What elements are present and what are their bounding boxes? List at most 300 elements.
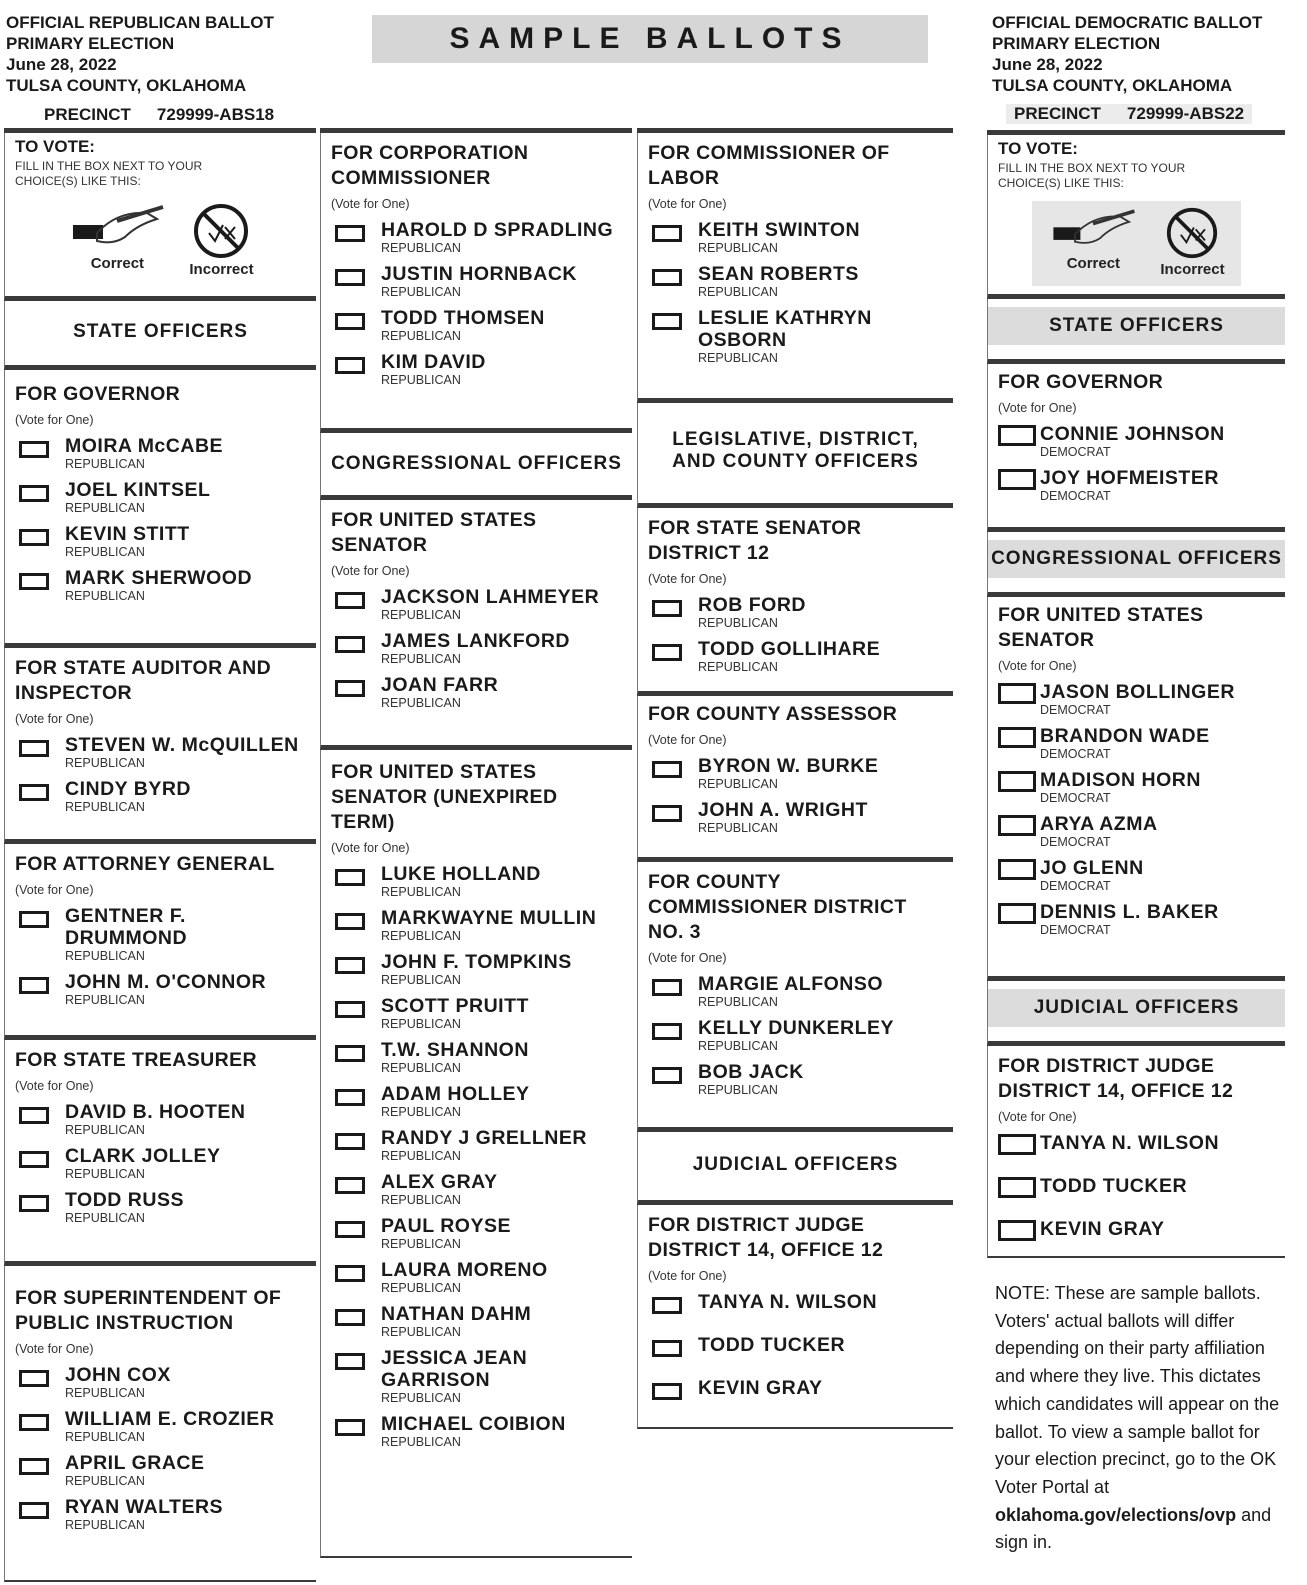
- rep-header-line4: TULSA COUNTY, OKLAHOMA: [6, 76, 247, 95]
- vote-checkbox[interactable]: [335, 269, 365, 286]
- race-title: FOR GOVERNOR: [998, 371, 1164, 393]
- dem-correct-label: Correct: [1066, 255, 1121, 272]
- candidate-party: DEMOCRAT: [1040, 791, 1111, 805]
- vote-checkbox[interactable]: [998, 815, 1036, 836]
- candidate-row[interactable]: [648, 755, 943, 791]
- candidate-name: T.W. SHANNON: [381, 1039, 529, 1061]
- candidate-info: [381, 674, 498, 710]
- race-title: FOR DISTRICT JUDGE DISTRICT 14, OFFICE 12: [648, 1214, 884, 1261]
- candidate-name: BRANDON WADE: [1040, 725, 1210, 747]
- candidate-party: DEMOCRAT: [1040, 879, 1111, 893]
- candidate-info: [65, 1364, 171, 1400]
- candidate-party: DEMOCRAT: [1040, 489, 1111, 503]
- candidate-party: DEMOCRAT: [1040, 835, 1111, 849]
- candidate-party: REPUBLICAN: [381, 929, 461, 943]
- candidate-row[interactable]: [998, 1175, 1275, 1198]
- candidate-row[interactable]: [331, 995, 622, 1031]
- candidate-info: [381, 1171, 497, 1207]
- vote-checkbox[interactable]: [652, 1297, 682, 1314]
- vote-checkbox[interactable]: [335, 1309, 365, 1326]
- vote-checkbox[interactable]: [335, 1265, 365, 1282]
- candidate-name: JUSTIN HORNBACK: [381, 263, 578, 285]
- dem-governor-race: [987, 364, 1285, 532]
- candidate-party: REPUBLICAN: [381, 241, 461, 255]
- candidate-party: REPUBLICAN: [381, 1325, 461, 1339]
- vote-checkbox[interactable]: [652, 1340, 682, 1357]
- dem-precinct: [1006, 104, 1252, 124]
- candidate-info: [698, 1061, 804, 1097]
- candidate-info: [381, 263, 577, 299]
- candidate-party: REPUBLICAN: [65, 1474, 145, 1488]
- dem-header-line4: TULSA COUNTY, OKLAHOMA: [992, 76, 1233, 95]
- vote-checkbox[interactable]: [335, 357, 365, 374]
- candidate-row[interactable]: [331, 307, 622, 343]
- race-title: FOR COMMISSIONER OF LABOR: [648, 142, 890, 189]
- vote-checkbox[interactable]: [19, 1502, 49, 1519]
- candidate-row[interactable]: [15, 1364, 306, 1400]
- vote-checkbox[interactable]: [652, 225, 682, 242]
- dem-examples: [1032, 201, 1241, 286]
- vote-checkbox[interactable]: [998, 771, 1036, 792]
- rep-governor-race: [4, 370, 316, 648]
- vote-checkbox[interactable]: [652, 1067, 682, 1084]
- race-title: FOR STATE SENATOR DISTRICT 12: [648, 517, 862, 564]
- candidate-info: [65, 435, 223, 471]
- vote-checkbox[interactable]: [335, 592, 365, 609]
- candidate-info: [381, 1347, 622, 1405]
- vote-checkbox[interactable]: [335, 1221, 365, 1238]
- race-title: FOR SUPERINTENDENT OF PUBLIC INSTRUCTION: [15, 1287, 282, 1334]
- race-title: FOR STATE AUDITOR AND INSPECTOR: [15, 657, 272, 704]
- candidate-info: [65, 567, 252, 603]
- candidate-name: JOY HOFMEISTER: [1040, 467, 1219, 489]
- vote-checkbox[interactable]: [998, 1177, 1036, 1198]
- candidate-name: TODD THOMSEN: [381, 307, 545, 329]
- candidate-party: DEMOCRAT: [1040, 747, 1111, 761]
- candidate-row[interactable]: [998, 681, 1275, 717]
- candidate-info: [1040, 1218, 1165, 1240]
- vote-for-one: (Vote for One): [648, 1269, 727, 1283]
- candidate-name: MICHAEL COIBION: [381, 1413, 566, 1435]
- candidate-row[interactable]: [648, 219, 943, 255]
- candidate-name: KEVIN GRAY: [1040, 1218, 1165, 1240]
- democratic-ballot-header: [992, 12, 1262, 96]
- candidate-row[interactable]: [331, 1039, 622, 1075]
- candidate-row[interactable]: [648, 594, 943, 630]
- rep-incorrect-label: Incorrect: [189, 261, 254, 278]
- candidate-row[interactable]: [648, 973, 943, 1009]
- dem-header-line1: OFFICIAL DEMOCRATIC BALLOT: [992, 13, 1263, 32]
- correct-fill-icon: [67, 203, 167, 253]
- rep-header-line2: PRIMARY ELECTION: [6, 34, 175, 53]
- vote-for-one: (Vote for One): [331, 841, 410, 855]
- candidate-row[interactable]: [331, 1215, 622, 1251]
- vote-checkbox[interactable]: [652, 269, 682, 286]
- candidate-info: [65, 1408, 274, 1444]
- dem-precinct-value: 729999-ABS22: [1126, 104, 1245, 123]
- candidate-info: [381, 1127, 587, 1163]
- candidate-name: KIM DAVID: [381, 351, 486, 373]
- rep-judicial-heading: [637, 1132, 953, 1205]
- candidate-name: JOHN M. O'CONNOR: [65, 971, 267, 993]
- vote-checkbox[interactable]: [19, 740, 49, 757]
- candidate-row[interactable]: [648, 1334, 943, 1357]
- candidate-row[interactable]: [15, 734, 306, 770]
- candidate-row[interactable]: [648, 1291, 943, 1314]
- candidate-name: TANYA N. WILSON: [698, 1291, 878, 1313]
- vote-checkbox[interactable]: [335, 1001, 365, 1018]
- candidate-name: TODD RUSS: [65, 1189, 184, 1211]
- rep-precinct-label: PRECINCT: [44, 105, 131, 124]
- candidate-party: REPUBLICAN: [698, 351, 778, 365]
- candidate-row[interactable]: [15, 1145, 306, 1181]
- vote-for-one: (Vote for One): [648, 733, 727, 747]
- candidate-info: [1040, 681, 1235, 717]
- vote-checkbox[interactable]: [19, 977, 49, 994]
- candidate-info: [1040, 467, 1219, 503]
- candidate-row[interactable]: [15, 567, 306, 603]
- vote-checkbox[interactable]: [998, 1134, 1036, 1155]
- candidate-info: [1040, 423, 1225, 459]
- republican-ballot-header: [6, 12, 274, 96]
- candidate-row[interactable]: [998, 901, 1275, 937]
- candidate-name: JOHN F. TOMPKINS: [381, 951, 572, 973]
- candidate-row[interactable]: [648, 307, 943, 365]
- race-title: FOR ATTORNEY GENERAL: [15, 853, 275, 875]
- race-title: FOR UNITED STATES SENATOR (UNEXPIRED TERM): [331, 761, 558, 833]
- vote-checkbox[interactable]: [19, 529, 49, 546]
- candidate-info: [381, 586, 599, 622]
- vote-checkbox[interactable]: [652, 644, 682, 661]
- vote-checkbox[interactable]: [19, 441, 49, 458]
- vote-checkbox[interactable]: [335, 225, 365, 242]
- dem-instructions-title: TO VOTE:: [998, 139, 1078, 158]
- candidate-info: [381, 951, 572, 987]
- vote-checkbox[interactable]: [335, 957, 365, 974]
- candidate-row[interactable]: [648, 799, 943, 835]
- vote-checkbox[interactable]: [19, 784, 49, 801]
- candidate-row[interactable]: [15, 1101, 306, 1137]
- candidate-name: LESLIE KATHRYN OSBORN: [698, 307, 872, 351]
- candidate-row[interactable]: [331, 351, 622, 387]
- vote-checkbox[interactable]: [19, 1458, 49, 1475]
- vote-checkbox[interactable]: [652, 1023, 682, 1040]
- candidate-party: REPUBLICAN: [65, 993, 145, 1007]
- candidate-party: REPUBLICAN: [381, 1105, 461, 1119]
- rep-labor-race: [637, 133, 953, 403]
- vote-checkbox[interactable]: [19, 573, 49, 590]
- vote-checkbox[interactable]: [335, 1133, 365, 1150]
- candidate-party: REPUBLICAN: [698, 241, 778, 255]
- vote-checkbox[interactable]: [19, 1414, 49, 1431]
- candidate-party: REPUBLICAN: [65, 1211, 145, 1225]
- candidate-name: CINDY BYRD: [65, 778, 191, 800]
- vote-checkbox[interactable]: [998, 1220, 1036, 1241]
- candidate-info: [698, 1377, 823, 1399]
- vote-for-one: (Vote for One): [998, 401, 1077, 415]
- vote-checkbox[interactable]: [19, 1370, 49, 1387]
- candidate-row[interactable]: [15, 778, 306, 814]
- sample-ballot-note: [995, 1280, 1295, 1557]
- vote-checkbox[interactable]: [335, 1177, 365, 1194]
- candidate-party: REPUBLICAN: [65, 1430, 145, 1444]
- dem-header-line3: June 28, 2022: [992, 55, 1103, 74]
- candidate-name: ROB FORD: [698, 594, 806, 616]
- candidate-name: BOB JACK: [698, 1061, 804, 1083]
- candidate-name: HAROLD D SPRADLING: [381, 219, 614, 241]
- vote-checkbox[interactable]: [652, 805, 682, 822]
- candidate-name: GENTNER F. DRUMMOND: [65, 905, 188, 949]
- vote-checkbox[interactable]: [19, 911, 49, 928]
- race-title: FOR COUNTY COMMISSIONER DISTRICT NO. 3: [648, 871, 907, 943]
- candidate-row[interactable]: [331, 219, 622, 255]
- vote-checkbox[interactable]: [998, 425, 1036, 446]
- dem-instructions-text: FILL IN THE BOX NEXT TO YOUR CHOICE(S) LIKE THIS:: [998, 161, 1186, 190]
- candidate-row[interactable]: [15, 523, 306, 559]
- candidate-name: LAURA MORENO: [381, 1259, 548, 1281]
- candidate-party: REPUBLICAN: [65, 589, 145, 603]
- rep-header-line1: OFFICIAL REPUBLICAN BALLOT: [6, 13, 274, 32]
- vote-for-one: (Vote for One): [15, 413, 94, 427]
- candidate-name: JOHN A. WRIGHT: [698, 799, 868, 821]
- candidate-info: [381, 351, 486, 387]
- candidate-row[interactable]: [648, 1377, 943, 1400]
- vote-checkbox[interactable]: [335, 1419, 365, 1436]
- candidate-name: NATHAN DAHM: [381, 1303, 532, 1325]
- vote-checkbox[interactable]: [335, 1045, 365, 1062]
- candidate-row[interactable]: [15, 435, 306, 471]
- candidate-row[interactable]: [998, 725, 1275, 761]
- candidate-row[interactable]: [998, 423, 1275, 459]
- candidate-row[interactable]: [998, 1218, 1275, 1241]
- candidate-row[interactable]: [331, 907, 622, 943]
- candidate-row[interactable]: [15, 1496, 306, 1532]
- candidate-row[interactable]: [15, 971, 306, 1007]
- candidate-row[interactable]: [648, 1017, 943, 1053]
- candidate-info: [65, 734, 299, 770]
- candidate-row[interactable]: [15, 1408, 306, 1444]
- candidate-party: REPUBLICAN: [65, 545, 145, 559]
- dem-header-line2: PRIMARY ELECTION: [992, 34, 1161, 53]
- dem-judicial-heading: [987, 981, 1285, 1046]
- candidate-row[interactable]: [331, 1127, 622, 1163]
- vote-checkbox[interactable]: [335, 313, 365, 330]
- vote-checkbox[interactable]: [652, 979, 682, 996]
- candidate-row[interactable]: [998, 467, 1275, 503]
- candidate-name: APRIL GRACE: [65, 1452, 205, 1474]
- vote-checkbox[interactable]: [652, 761, 682, 778]
- race-title: FOR UNITED STATES SENATOR: [331, 509, 537, 556]
- candidate-row[interactable]: [15, 905, 306, 963]
- candidate-party: REPUBLICAN: [65, 1167, 145, 1181]
- candidate-info: [698, 799, 868, 835]
- candidate-name: LUKE HOLLAND: [381, 863, 541, 885]
- rep-instructions: [4, 133, 316, 301]
- candidate-info: [381, 1303, 531, 1339]
- candidate-row[interactable]: [331, 1347, 622, 1405]
- candidate-row[interactable]: [331, 951, 622, 987]
- candidate-party: REPUBLICAN: [65, 1518, 145, 1532]
- candidate-name: JOHN COX: [65, 1364, 171, 1386]
- vote-checkbox[interactable]: [652, 313, 682, 330]
- candidate-name: JOAN FARR: [381, 674, 499, 696]
- rep-precinct: [44, 105, 274, 125]
- candidate-row[interactable]: [331, 1413, 622, 1449]
- rep-correct-example: [67, 203, 167, 278]
- vote-checkbox[interactable]: [335, 1089, 365, 1106]
- candidate-row[interactable]: [998, 1132, 1275, 1155]
- candidate-name: DAVID B. HOOTEN: [65, 1101, 246, 1123]
- dem-congressional-title: CONGRESSIONAL OFFICERS: [988, 540, 1285, 578]
- rep-column-3: [637, 128, 953, 1429]
- candidate-name: MADISON HORN: [1040, 769, 1201, 791]
- correct-fill-icon: [1048, 207, 1138, 253]
- rep-assessor-race: [637, 696, 953, 862]
- candidate-party: REPUBLICAN: [65, 949, 145, 963]
- candidate-party: REPUBLICAN: [381, 1193, 461, 1207]
- voter-portal-link[interactable]: oklahoma.gov/elections/ovp: [995, 1504, 1237, 1525]
- vote-checkbox[interactable]: [19, 1151, 49, 1168]
- candidate-party: REPUBLICAN: [698, 995, 778, 1009]
- candidate-info: [65, 479, 210, 515]
- candidate-name: KELLY DUNKERLEY: [698, 1017, 895, 1039]
- rep-incorrect-example: [189, 203, 253, 278]
- vote-checkbox[interactable]: [998, 859, 1036, 880]
- vote-for-one: (Vote for One): [648, 951, 727, 965]
- candidate-info: [1040, 813, 1158, 849]
- vote-checkbox[interactable]: [335, 1353, 365, 1370]
- candidate-info: [1040, 857, 1144, 893]
- race-title: FOR DISTRICT JUDGE DISTRICT 14, OFFICE 12: [998, 1055, 1234, 1102]
- race-title: FOR UNITED STATES SENATOR: [998, 604, 1204, 651]
- vote-checkbox[interactable]: [652, 600, 682, 617]
- rep-column-2: [320, 128, 632, 1558]
- candidate-name: JOEL KINTSEL: [65, 479, 211, 501]
- dem-congressional-heading: [987, 532, 1285, 597]
- candidate-name: ALEX GRAY: [381, 1171, 498, 1193]
- candidate-row[interactable]: [331, 1259, 622, 1295]
- dem-incorrect-example: [1160, 207, 1224, 278]
- candidate-info: [1040, 769, 1201, 805]
- vote-checkbox[interactable]: [19, 1107, 49, 1124]
- candidate-info: [698, 1291, 877, 1313]
- candidate-party: REPUBLICAN: [381, 1017, 461, 1031]
- vote-checkbox[interactable]: [19, 1195, 49, 1212]
- candidate-name: MARK SHERWOOD: [65, 567, 253, 589]
- candidate-name: JASON BOLLINGER: [1040, 681, 1235, 703]
- candidate-row[interactable]: [331, 586, 622, 622]
- candidate-info: [698, 263, 859, 299]
- candidate-row[interactable]: [331, 863, 622, 899]
- rep-state-officers-heading: [4, 301, 316, 370]
- rep-legislative-heading: [637, 403, 953, 508]
- candidate-party: REPUBLICAN: [381, 1149, 461, 1163]
- sample-ballots-banner: SAMPLE BALLOTS: [372, 15, 928, 63]
- candidate-party: REPUBLICAN: [381, 885, 461, 899]
- vote-checkbox[interactable]: [335, 913, 365, 930]
- rep-judicial-title: JUDICIAL OFFICERS: [692, 1154, 899, 1175]
- candidate-party: REPUBLICAN: [381, 373, 461, 387]
- candidate-party: REPUBLICAN: [381, 973, 461, 987]
- candidate-row[interactable]: [15, 479, 306, 515]
- vote-for-one: (Vote for One): [998, 659, 1077, 673]
- candidate-row[interactable]: [331, 1171, 622, 1207]
- legislative-officers-title: LEGISLATIVE, DISTRICT, AND COUNTY OFFICERS: [672, 429, 919, 472]
- vote-checkbox[interactable]: [335, 636, 365, 653]
- candidate-row[interactable]: [331, 1083, 622, 1119]
- candidate-row[interactable]: [648, 1061, 943, 1097]
- candidate-row[interactable]: [15, 1452, 306, 1488]
- candidate-info: [65, 1496, 223, 1532]
- rep-instructions-text: FILL IN THE BOX NEXT TO YOUR CHOICE(S) LIKE THIS:: [15, 159, 203, 188]
- vote-checkbox[interactable]: [998, 683, 1036, 704]
- candidate-info: [1040, 901, 1219, 937]
- candidate-name: SEAN ROBERTS: [698, 263, 859, 285]
- candidate-row[interactable]: [648, 638, 943, 674]
- candidate-party: REPUBLICAN: [381, 1061, 461, 1075]
- race-title: FOR CORPORATION COMMISSIONER: [331, 142, 529, 189]
- vote-for-one: (Vote for One): [15, 1079, 94, 1093]
- candidate-name: KEVIN GRAY: [698, 1377, 823, 1399]
- candidate-name: CLARK JOLLEY: [65, 1145, 221, 1167]
- candidate-party: REPUBLICAN: [381, 1435, 461, 1449]
- candidate-row[interactable]: [15, 1189, 306, 1225]
- rep-correct-label: Correct: [90, 255, 145, 272]
- candidate-party: DEMOCRAT: [1040, 703, 1111, 717]
- candidate-row[interactable]: [331, 263, 622, 299]
- candidate-name: MOIRA McCABE: [65, 435, 224, 457]
- candidate-row[interactable]: [648, 263, 943, 299]
- race-title: FOR COUNTY ASSESSOR: [648, 703, 898, 725]
- candidate-name: KEVIN STITT: [65, 523, 190, 545]
- vote-checkbox[interactable]: [998, 903, 1036, 924]
- candidate-info: [698, 973, 883, 1009]
- candidate-info: [381, 863, 541, 899]
- vote-checkbox[interactable]: [998, 727, 1036, 748]
- candidate-name: KEITH SWINTON: [698, 219, 861, 241]
- candidate-party: REPUBLICAN: [65, 800, 145, 814]
- vote-checkbox[interactable]: [335, 680, 365, 697]
- vote-checkbox[interactable]: [19, 485, 49, 502]
- rep-state-senator-race: [637, 508, 953, 696]
- candidate-row[interactable]: [998, 769, 1275, 805]
- candidate-party: REPUBLICAN: [698, 660, 778, 674]
- rep-treasurer-race: [4, 1040, 316, 1266]
- candidate-info: [381, 1083, 530, 1119]
- candidate-row[interactable]: [998, 857, 1275, 893]
- vote-checkbox[interactable]: [998, 469, 1036, 490]
- candidate-row[interactable]: [331, 630, 622, 666]
- incorrect-mark-icon: [1164, 207, 1220, 259]
- candidate-info: [698, 307, 943, 365]
- candidate-info: [65, 1101, 245, 1137]
- candidate-name: ARYA AZMA: [1040, 813, 1158, 835]
- candidate-row[interactable]: [331, 674, 622, 710]
- candidate-info: [65, 778, 191, 814]
- candidate-name: BYRON W. BURKE: [698, 755, 879, 777]
- candidate-party: REPUBLICAN: [381, 696, 461, 710]
- candidate-name: STEVEN W. McQUILLEN: [65, 734, 299, 756]
- candidate-row[interactable]: [998, 813, 1275, 849]
- vote-checkbox[interactable]: [335, 869, 365, 886]
- candidate-party: REPUBLICAN: [698, 777, 778, 791]
- candidate-info: [381, 1215, 511, 1251]
- vote-for-one: (Vote for One): [648, 572, 727, 586]
- vote-for-one: (Vote for One): [15, 883, 94, 897]
- candidate-name: TODD GOLLIHARE: [698, 638, 881, 660]
- vote-checkbox[interactable]: [652, 1383, 682, 1400]
- candidate-row[interactable]: [331, 1303, 622, 1339]
